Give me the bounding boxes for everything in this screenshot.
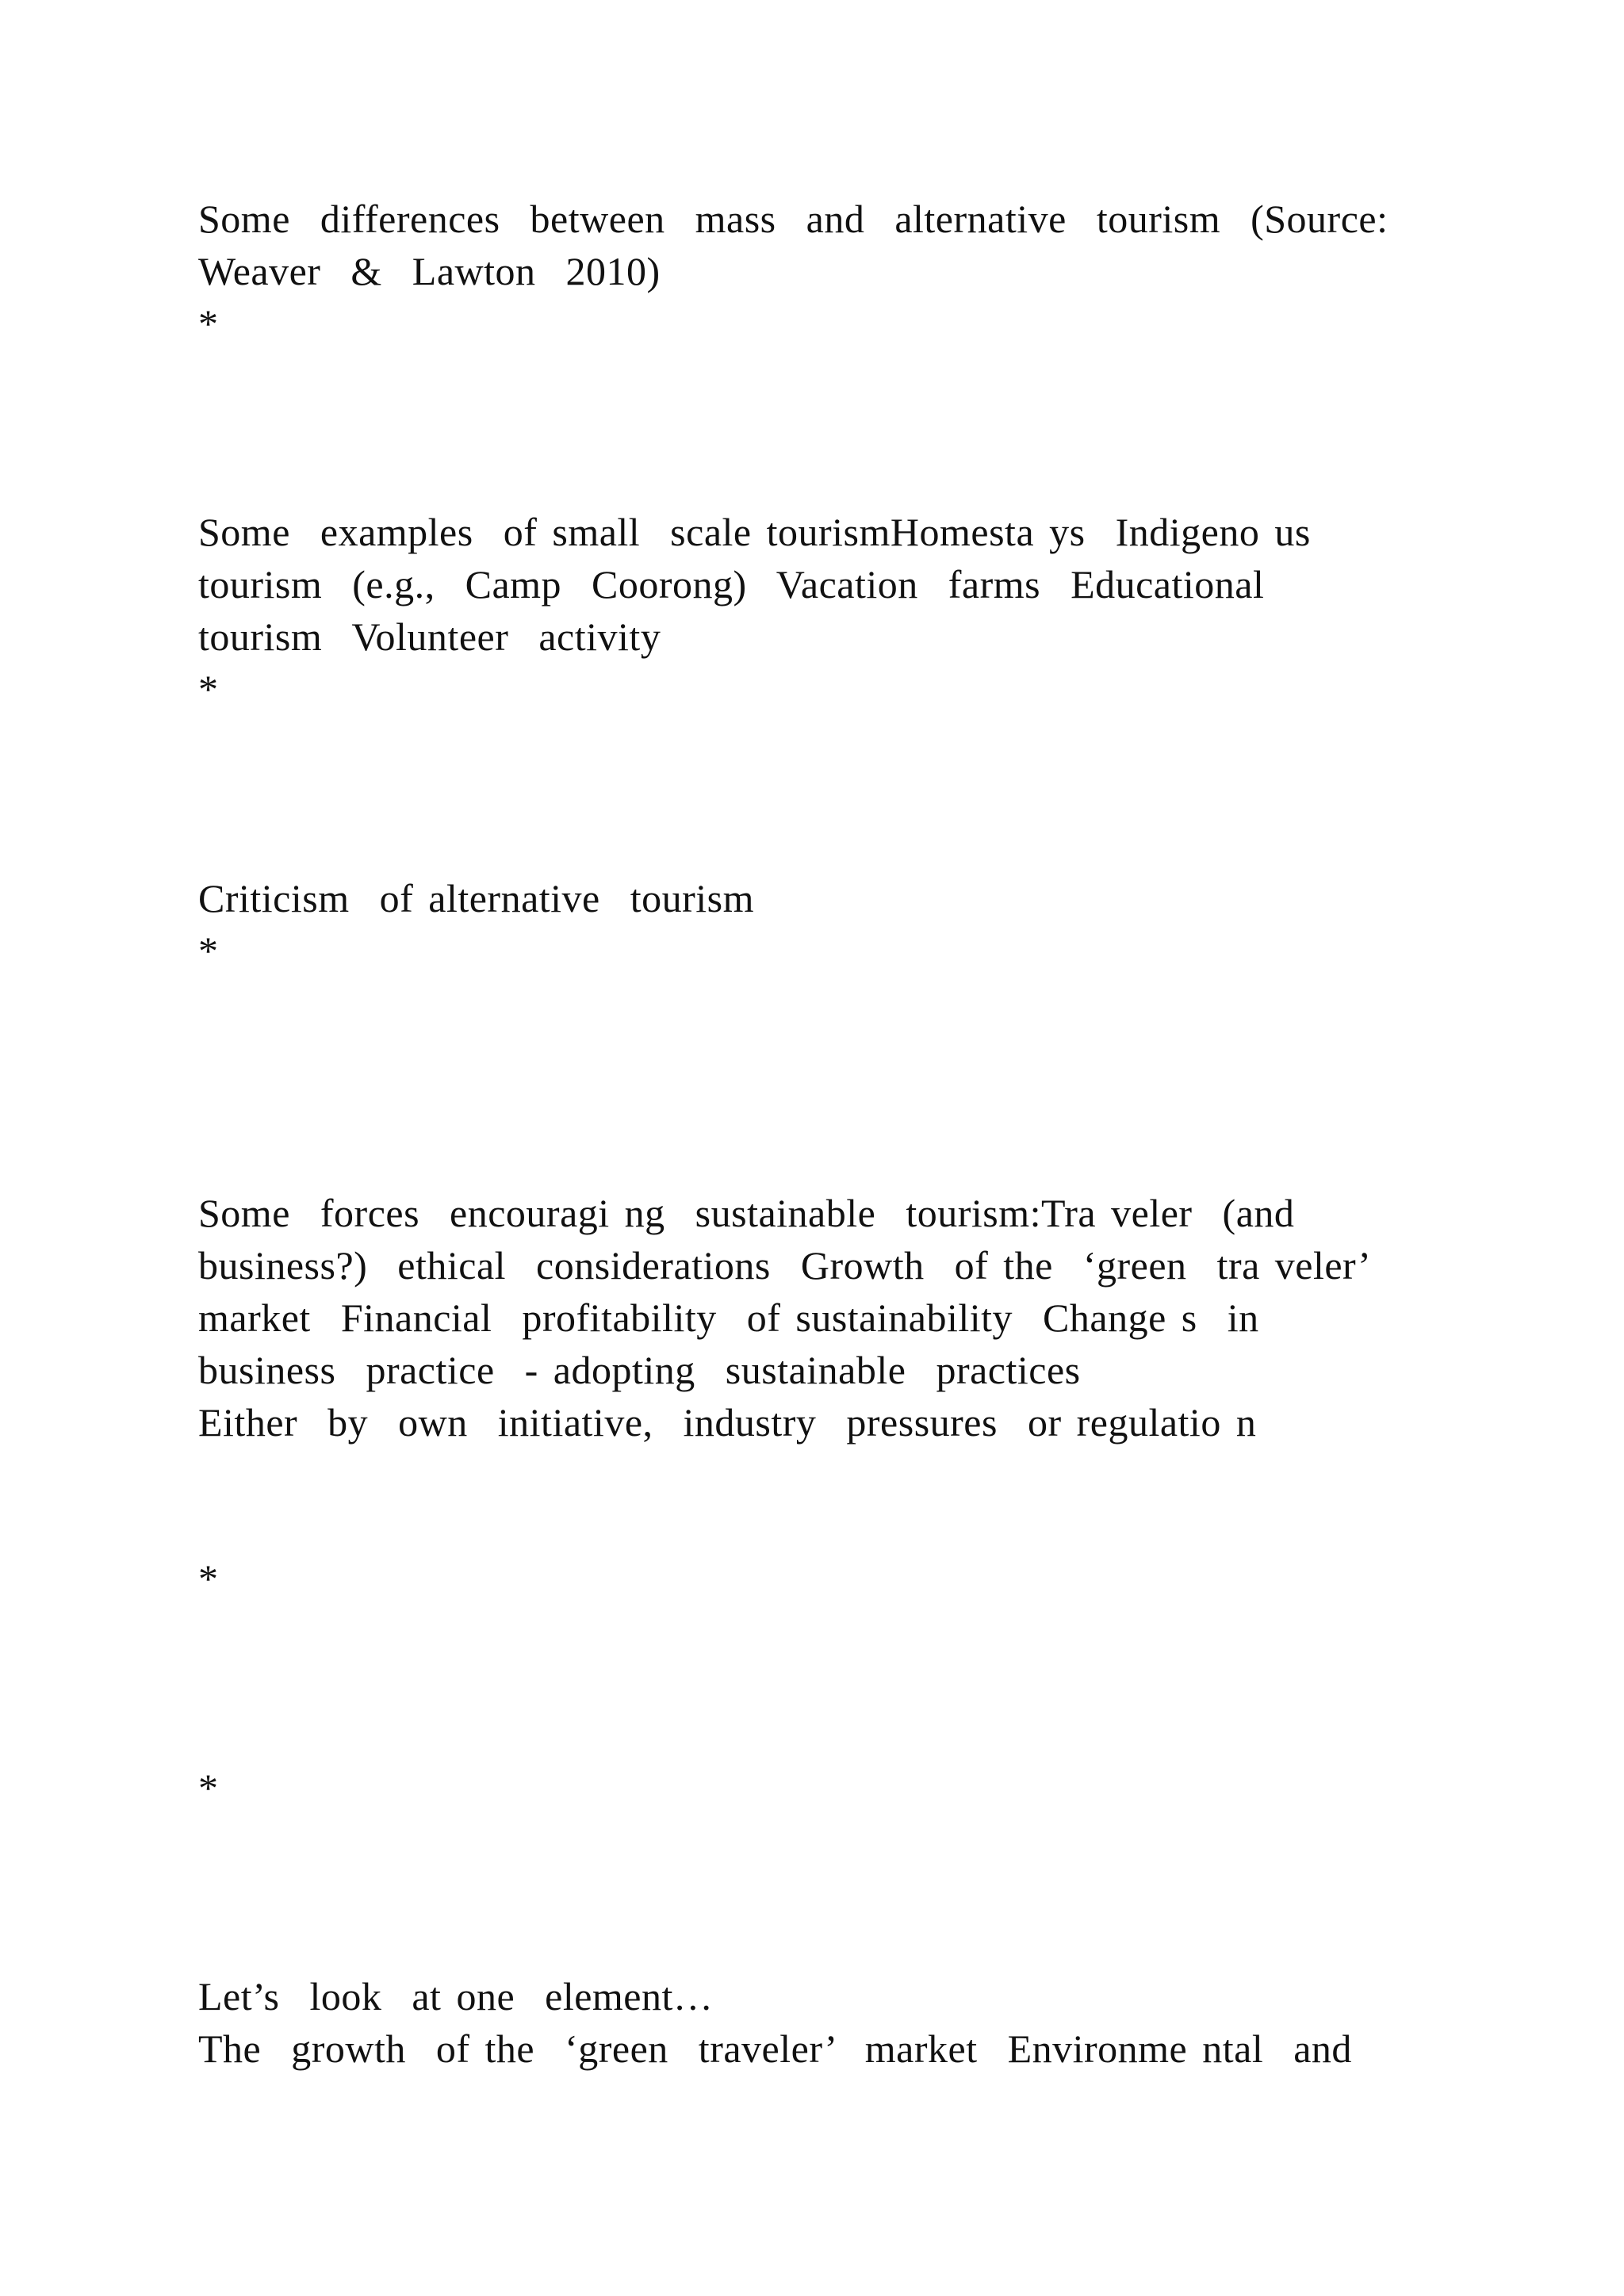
text-line: Some examples of small scale tourismHomesta ys Indigeno us — [198, 510, 1311, 554]
text-line: Some differences between mass and alternative tourism (Source: — [198, 197, 1388, 241]
bullet-marker: * — [198, 1766, 219, 1810]
bullet-marker: * — [198, 928, 219, 973]
text-line: business practice - adopting sustainable practices — [198, 1348, 1081, 1392]
text-line: Criticism of alternative tourism — [198, 876, 755, 920]
bullet-marker: * — [198, 1556, 219, 1601]
text-line: market Financial profitability of sustainability Change s in — [198, 1295, 1259, 1340]
text-line: business?) ethical considerations Growth of the ‘green tra veler’ — [198, 1243, 1372, 1288]
text-line: Either by own initiative, industry pressures or regulatio n — [198, 1400, 1257, 1445]
text-line: Let’s look at one element… — [198, 1974, 714, 2019]
text-line: Some forces encouragi ng sustainable tourism:Tra veler (and — [198, 1191, 1295, 1235]
text-line: The growth of the ‘green traveler’ market Environme ntal and — [198, 2026, 1352, 2071]
bullet-marker: * — [198, 667, 219, 711]
text-line: tourism Volunteer activity — [198, 614, 661, 659]
text-line: Weaver & Lawton 2010) — [198, 249, 661, 293]
text-line: tourism (e.g., Camp Coorong) Vacation farms Educational — [198, 562, 1265, 607]
bullet-marker: * — [198, 301, 219, 346]
